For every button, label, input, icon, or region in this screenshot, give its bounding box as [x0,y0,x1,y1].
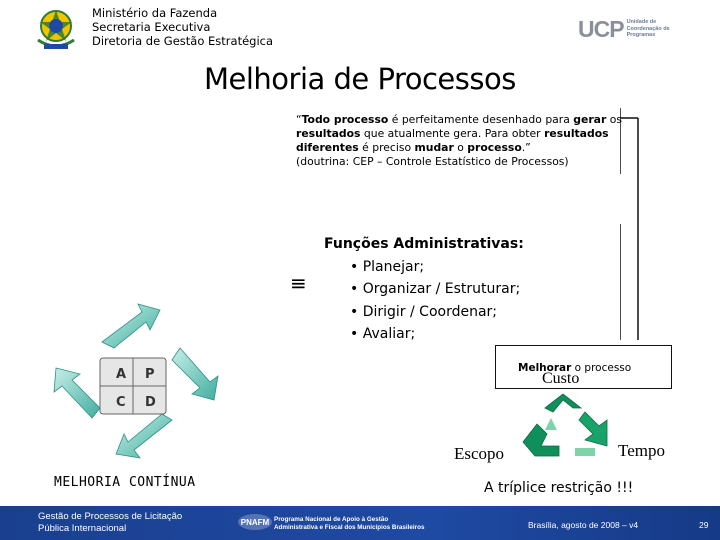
footer-course-line: Pública Internacional [38,523,127,534]
ucp-logo-text: UCP [578,15,624,42]
pnafm-logo-text: PNAFM [240,518,270,527]
secretariat-line: Secretaria Executiva [92,20,211,34]
ministry-header [92,6,273,48]
administrative-functions [324,233,524,346]
time-label: Tempo [618,441,665,460]
quote-text [296,113,626,169]
improve-fragment: o processo [571,362,632,374]
quote-fragment: os [606,113,622,126]
quote-source: (doutrina: CEP – Controle Estatístico de Processos) [296,155,569,168]
footer-program-line: Programa Nacional de Apoio à Gestão [274,516,389,523]
directorate-line: Diretoria de Gestão Estratégica [92,34,274,48]
triple-constraint-arrows-icon [515,390,625,462]
quote-fragment: que atualmente gera. Para obter [360,127,545,140]
quote-fragment: .” [521,141,531,154]
quote-fragment: é perfeitamente desenhado para [388,113,574,126]
ministry-line: Ministério da Fazenda [92,6,218,20]
functions-title: Funções Administrativas: [324,236,524,252]
footer-course-line: Gestão de Processos de Licitação [38,511,183,522]
ucp-logo-subtitle [627,19,670,39]
ucp-sub-line: Unidade de [626,19,657,26]
brazil-coat-of-arms-icon [30,2,82,54]
footer-date: Brasília, agosto de 2008 – v4 [528,520,639,530]
triple-constraint-caption: A tríplice restrição !!! [484,480,634,496]
footer-program-line: Administrativa e Fiscal dos Municípios Brasileiros [274,523,425,531]
quote-emphasis: gerar [573,113,607,126]
equivalence-symbol: ≡ [290,271,307,295]
quote-emphasis: Todo processo [301,113,389,126]
function-item: • Dirigir / Coordenar; [350,303,498,320]
footer-course-title [38,511,182,535]
quote-fragment: é preciso [358,141,415,154]
cycle-arrow-icon [172,348,218,400]
ucp-sub-line: Coordenação de [626,25,670,32]
cost-label: Custo [542,370,580,387]
ucp-sub-line: Programas [626,32,656,39]
pdca-cell-a: A [116,367,127,382]
pdca-cycle-diagram [42,290,232,475]
improve-emphasis: Melhorar [518,362,572,374]
pdca-cell-p: P [145,367,155,382]
bracket-line [620,104,640,344]
quote-emphasis: resultados diferentes [296,127,609,154]
footer-program [274,516,424,531]
quote-fragment: o [453,141,468,154]
scope-label: Escopo [454,444,505,463]
quote-open: “ [296,113,302,126]
function-item: • Planejar; [350,258,425,275]
quote-emphasis: processo [467,141,522,154]
pdca-cell-d: D [145,395,156,410]
pdca-caption: MELHORIA CONTÍNUA [54,475,196,490]
function-item: • Avaliar; [350,326,416,342]
quote-emphasis: mudar [414,141,454,154]
function-item: • Organizar / Estruturar; [350,281,521,297]
quote-emphasis: resultados [296,127,361,140]
pnafm-logo-icon [236,512,274,532]
page-number: 29 [699,520,709,530]
pdca-cell-c: C [116,395,126,410]
cycle-arrow-icon [54,368,100,418]
ucp-logo [578,14,688,44]
cycle-arrow-icon [116,414,172,458]
cycle-arrow-icon [102,304,160,348]
page-title: Melhoria de Processos [204,62,516,96]
